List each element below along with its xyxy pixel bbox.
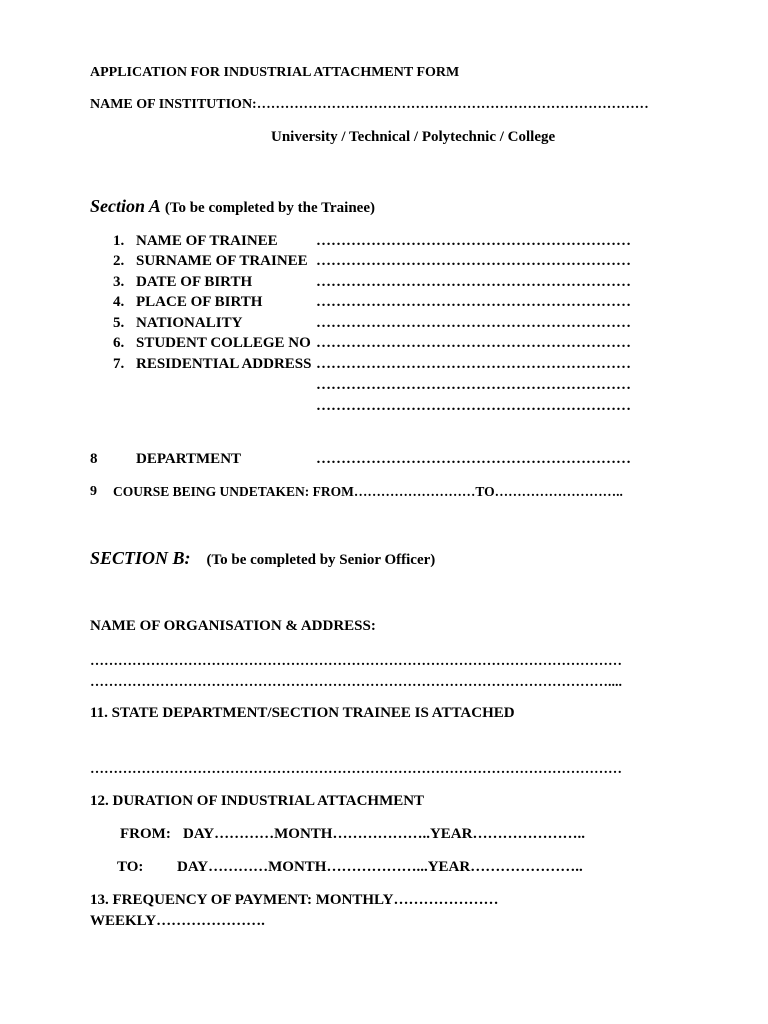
field-blank[interactable]: ……………………………………………………… xyxy=(316,274,631,290)
item-11-label: 11. STATE DEPARTMENT/SECTION TRAINEE IS ATTACHED xyxy=(90,705,515,721)
field-blank[interactable]: ……………………………………………………… xyxy=(316,356,631,372)
organisation-blank-2[interactable]: ………………………………………………………………………………………………….... xyxy=(90,675,622,690)
organisation-blank-1[interactable]: …………………………………………………………………………………………………… xyxy=(90,654,622,669)
field-number: 2. xyxy=(113,253,125,269)
field-number: 4. xyxy=(113,294,125,310)
field-label: STUDENT COLLEGE NO xyxy=(136,335,311,351)
course-field[interactable]: COURSE BEING UNDETAKEN: FROM………………………TO……………………….. xyxy=(113,484,623,499)
field-label: NAME OF TRAINEE xyxy=(136,233,278,249)
field-blank[interactable]: ……………………………………………………… xyxy=(316,294,631,310)
field-number: 3. xyxy=(113,274,125,290)
to-date-fields[interactable]: DAY…………MONTH………………...YEAR………………….. xyxy=(177,859,583,875)
from-label: FROM: xyxy=(120,826,171,842)
field-number: 6. xyxy=(113,335,125,351)
field-blank[interactable]: ……………………………………………………… xyxy=(316,335,631,351)
organisation-label: NAME OF ORGANISATION & ADDRESS: xyxy=(90,618,376,634)
field-label: NATIONALITY xyxy=(136,315,243,331)
field-blank[interactable]: ……………………………………………………… xyxy=(316,233,631,249)
section-a-heading: Section A xyxy=(90,196,161,216)
field-number: 8 xyxy=(90,451,98,467)
from-date-fields[interactable]: DAY…………MONTH………………..YEAR………………….. xyxy=(183,826,585,842)
field-label: DATE OF BIRTH xyxy=(136,274,253,290)
field-number: 5. xyxy=(113,315,125,331)
field-number: 9 xyxy=(90,484,97,499)
field-number: 1. xyxy=(113,233,125,249)
item-12-label: 12. DURATION OF INDUSTRIAL ATTACHMENT xyxy=(90,793,425,809)
item-13-payment-frequency[interactable]: 13. FREQUENCY OF PAYMENT: MONTHLY………………… xyxy=(90,892,499,908)
field-blank[interactable]: ……………………………………………………… xyxy=(316,253,631,269)
section-b-header xyxy=(90,548,435,569)
section-b-note: (To be completed by Senior Officer) xyxy=(206,552,436,568)
field-label: DEPARTMENT xyxy=(136,451,242,467)
to-label: TO: xyxy=(117,859,144,875)
section-b-heading: SECTION B: xyxy=(90,548,191,568)
institution-types: University / Technical / Polytechnic / College xyxy=(271,129,556,145)
address-blank-3[interactable]: ……………………………………………………… xyxy=(316,398,631,414)
weekly-option[interactable]: WEEKLY…………………. xyxy=(90,913,265,929)
section-a-note: (To be completed by the Trainee) xyxy=(164,200,375,216)
field-label: SURNAME OF TRAINEE xyxy=(136,253,308,269)
address-blank-2[interactable]: ……………………………………………………… xyxy=(316,377,631,393)
department-blank[interactable]: ……………………………………………………… xyxy=(316,451,631,467)
field-blank[interactable]: ……………………………………………………… xyxy=(316,315,631,331)
field-number: 7. xyxy=(113,356,125,372)
field-label: RESIDENTIAL ADDRESS xyxy=(136,356,312,372)
section-a-header xyxy=(90,196,375,217)
field-label: PLACE OF BIRTH xyxy=(136,294,263,310)
institution-field[interactable]: NAME OF INSTITUTION:………………………………………………………………………… xyxy=(90,97,649,112)
item-11-blank[interactable]: …………………………………………………………………………………………………… xyxy=(90,762,622,777)
form-title: APPLICATION FOR INDUSTRIAL ATTACHMENT FORM xyxy=(90,65,460,80)
